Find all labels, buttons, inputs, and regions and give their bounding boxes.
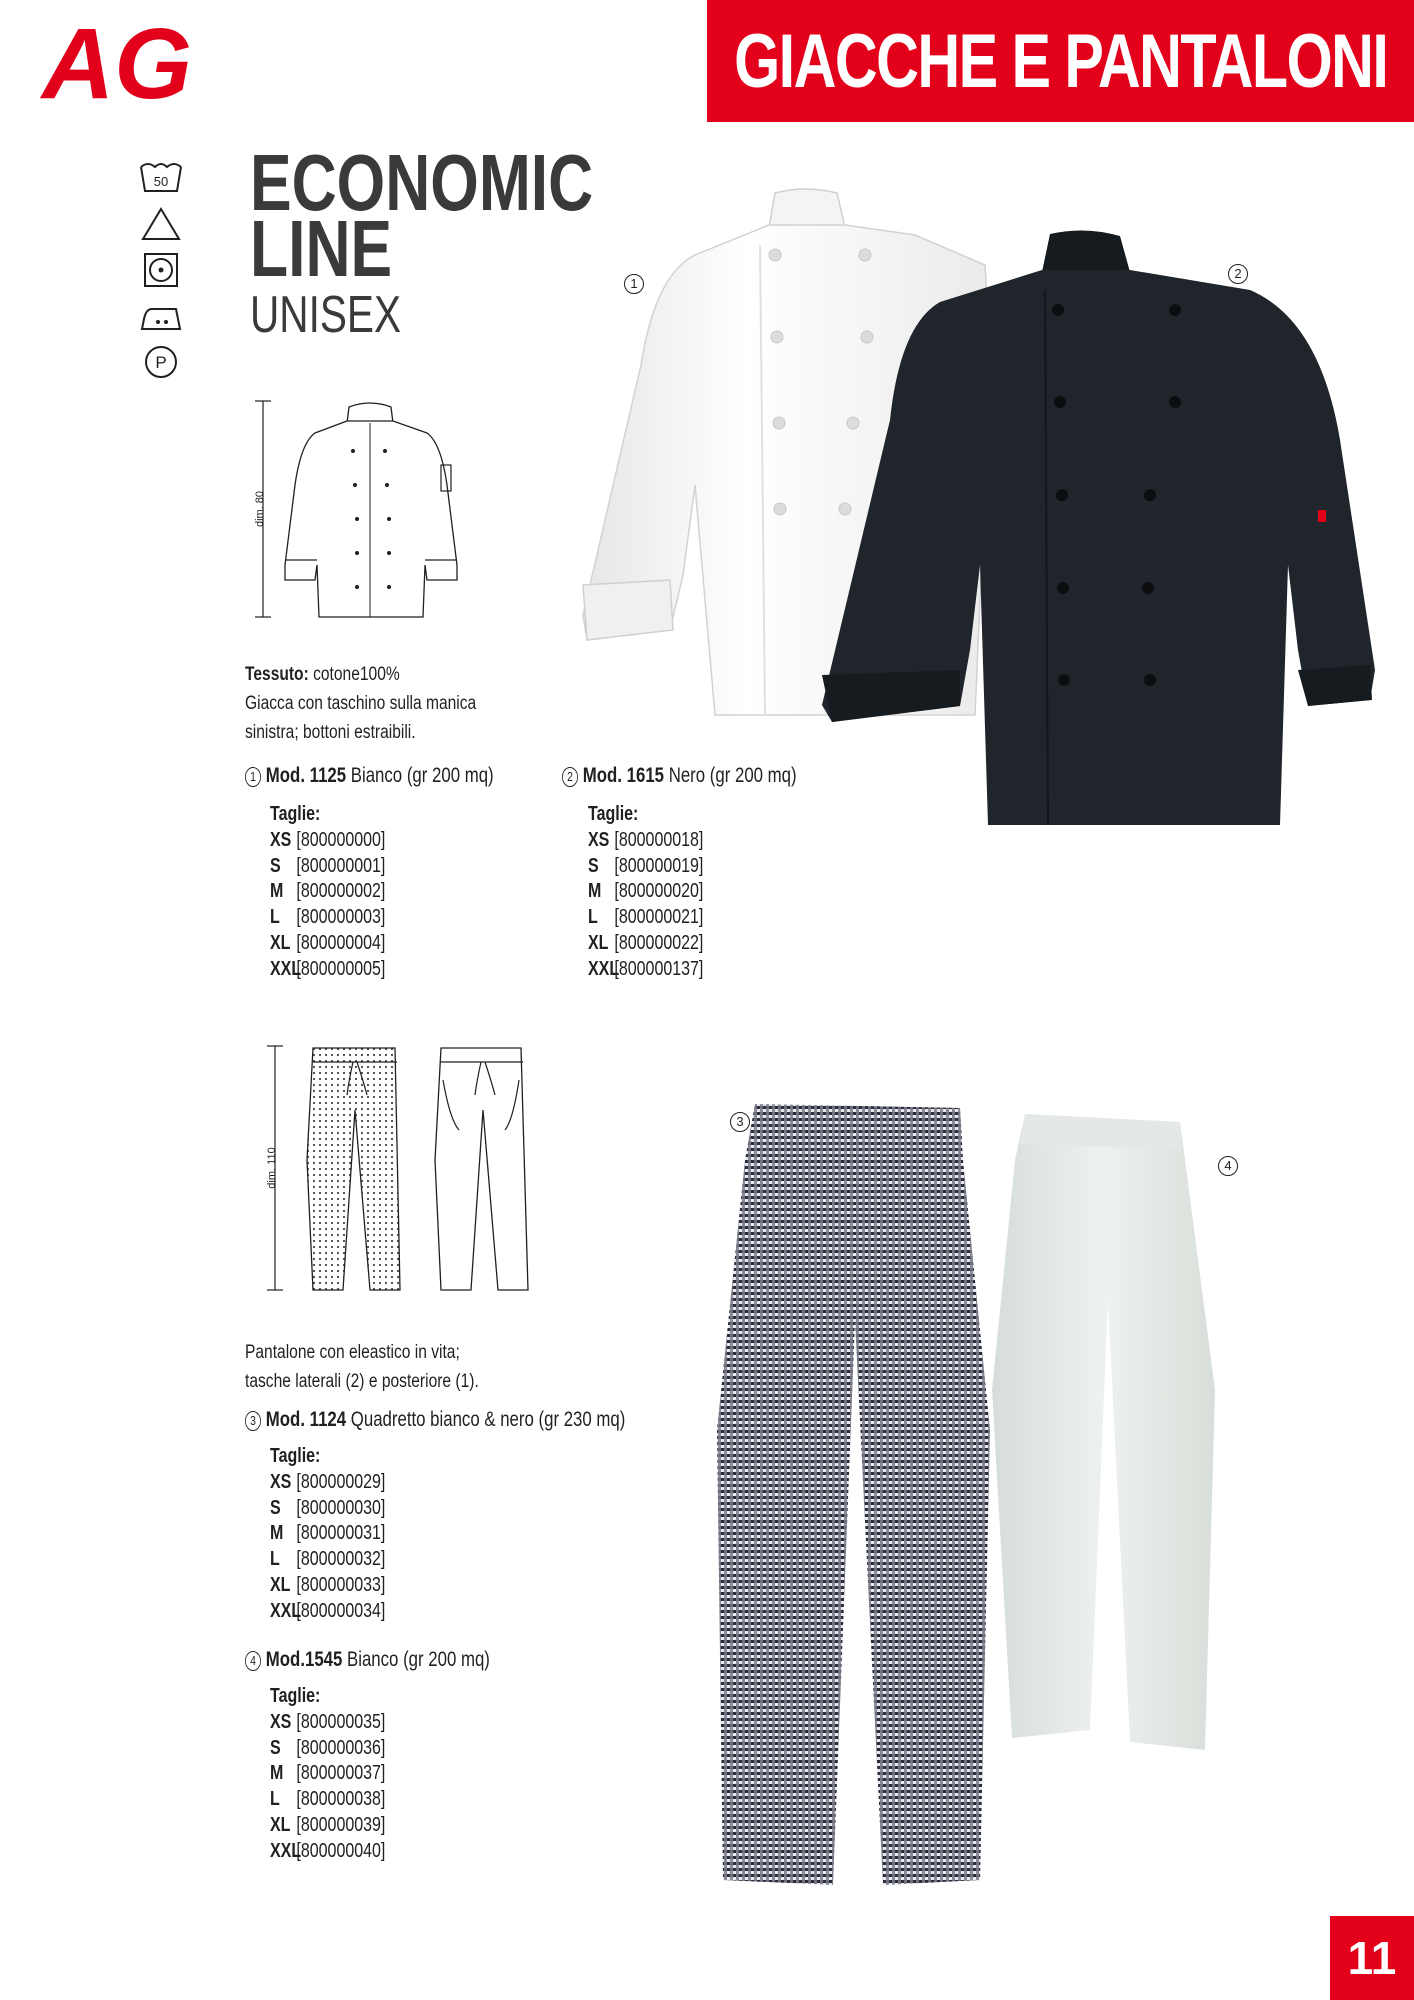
size-row: XS [800000018] [588,828,704,851]
bleach-triangle-icon [138,201,184,247]
model-3-code: Mod. 1124 [265,1408,347,1431]
jacket-technical-drawing [245,395,500,625]
model-2-marker: 2 [562,767,578,787]
model-1-sizes [270,802,414,983]
trousers-outline-icon [245,1040,535,1300]
size-row: L [800000038] [270,1788,386,1811]
model-3-marker: 3 [245,1411,261,1431]
model-1-marker: 1 [245,767,261,787]
size-row: S [800000001] [270,854,386,877]
section-title-banner [707,0,1414,122]
fabric-label: Tessuto: [245,664,309,685]
size-row: L [800000003] [270,906,386,929]
logo-text: AG [42,10,192,120]
size-row: S [800000019] [588,854,704,877]
brand-logo [38,10,228,120]
wash-50-icon [138,155,184,201]
model-2-code: Mod. 1615 [582,764,665,787]
photo-marker-3: 3 [730,1112,750,1132]
black-jacket-photo [820,230,1375,830]
model-1-heading [245,764,556,788]
model-1-desc: Bianco (gr 200 mq) [346,764,494,787]
ag-logo-icon [38,10,228,120]
size-row: XS [800000035] [270,1710,386,1733]
checked-trousers-photo [715,1100,990,1885]
size-row: XS [800000029] [270,1470,386,1493]
model-2-heading [562,764,855,788]
dry-clean-p-icon [138,339,184,385]
size-row: XXL [800000005] [270,957,386,980]
jacket-desc-line-1: Giacca con taschino sulla manica [245,693,477,714]
model-4-sizes [270,1684,414,1865]
jacket-description [245,660,527,747]
photo-marker-2: 2 [1228,264,1248,284]
model-4-marker: 4 [245,1651,261,1671]
trousers-desc-line-2: tasche laterali (2) e posteriore (1). [245,1371,479,1392]
jacket-desc-line-2: sinistra; bottoni estraibili. [245,722,416,743]
trousers-dimension: dim. 110 [266,1147,278,1189]
size-row: XL [800000039] [270,1813,386,1836]
model-4-code: Mod.1545 [265,1648,343,1671]
trousers-desc-line-1: Pantalone con eleastico in vita; [245,1342,460,1363]
white-trousers-photo [990,1110,1215,1750]
fabric-value: cotone100% [308,664,400,685]
model-3-heading [245,1408,720,1432]
sizes-label: Taglie: [270,1685,321,1707]
photo-marker-4: 4 [1218,1156,1238,1176]
jacket-outline-icon [245,395,500,625]
trousers-technical-drawing [245,1040,535,1300]
model-1-code: Mod. 1125 [265,764,347,787]
size-row: M [800000037] [270,1762,386,1785]
size-row: M [800000002] [270,880,386,903]
size-row: S [800000030] [270,1496,386,1519]
sizes-label: Taglie: [270,1445,321,1467]
size-row: XXL [800000034] [270,1599,386,1622]
size-row: XS [800000000] [270,828,386,851]
care-icons [138,155,184,385]
size-row: XL [800000004] [270,931,386,954]
svg-text:P: P [155,353,167,372]
model-3-sizes [270,1444,414,1625]
size-row: M [800000031] [270,1522,386,1545]
title-line-2: LINE [250,204,393,293]
jacket-dimension: dim. 80 [254,490,266,528]
photo-marker-1: 1 [624,274,644,294]
size-row: XL [800000033] [270,1573,386,1596]
model-4-heading [245,1648,551,1672]
size-row: XXL [800000137] [588,957,704,980]
title-line-3: UNISEX [250,286,402,344]
title-line-1: ECONOMIC [250,138,594,227]
size-row: XL [800000022] [588,931,704,954]
trousers-description [245,1338,530,1396]
iron-low-icon [138,293,184,339]
size-row: L [800000032] [270,1548,386,1571]
model-2-desc: Nero (gr 200 mq) [664,764,797,787]
page-number: 11 [1330,1916,1414,2000]
model-3-desc: Quadretto bianco & nero (gr 230 mq) [346,1408,626,1431]
sizes-label: Taglie: [270,803,321,825]
model-4-desc: Bianco (gr 200 mq) [342,1648,490,1671]
white-trousers-icon [990,1110,1215,1750]
section-title: GIACCHE E PANTALONI [733,18,1388,104]
tumble-dry-icon [138,247,184,293]
sizes-label: Taglie: [588,803,639,825]
model-2-sizes [588,802,732,983]
svg-text:50: 50 [153,174,169,189]
size-row: XXL [800000040] [270,1839,386,1862]
checked-trousers-icon [715,1100,990,1885]
size-row: M [800000020] [588,880,704,903]
black-chef-jacket-icon [820,230,1375,830]
size-row: L [800000021] [588,906,704,929]
size-row: S [800000036] [270,1736,386,1759]
